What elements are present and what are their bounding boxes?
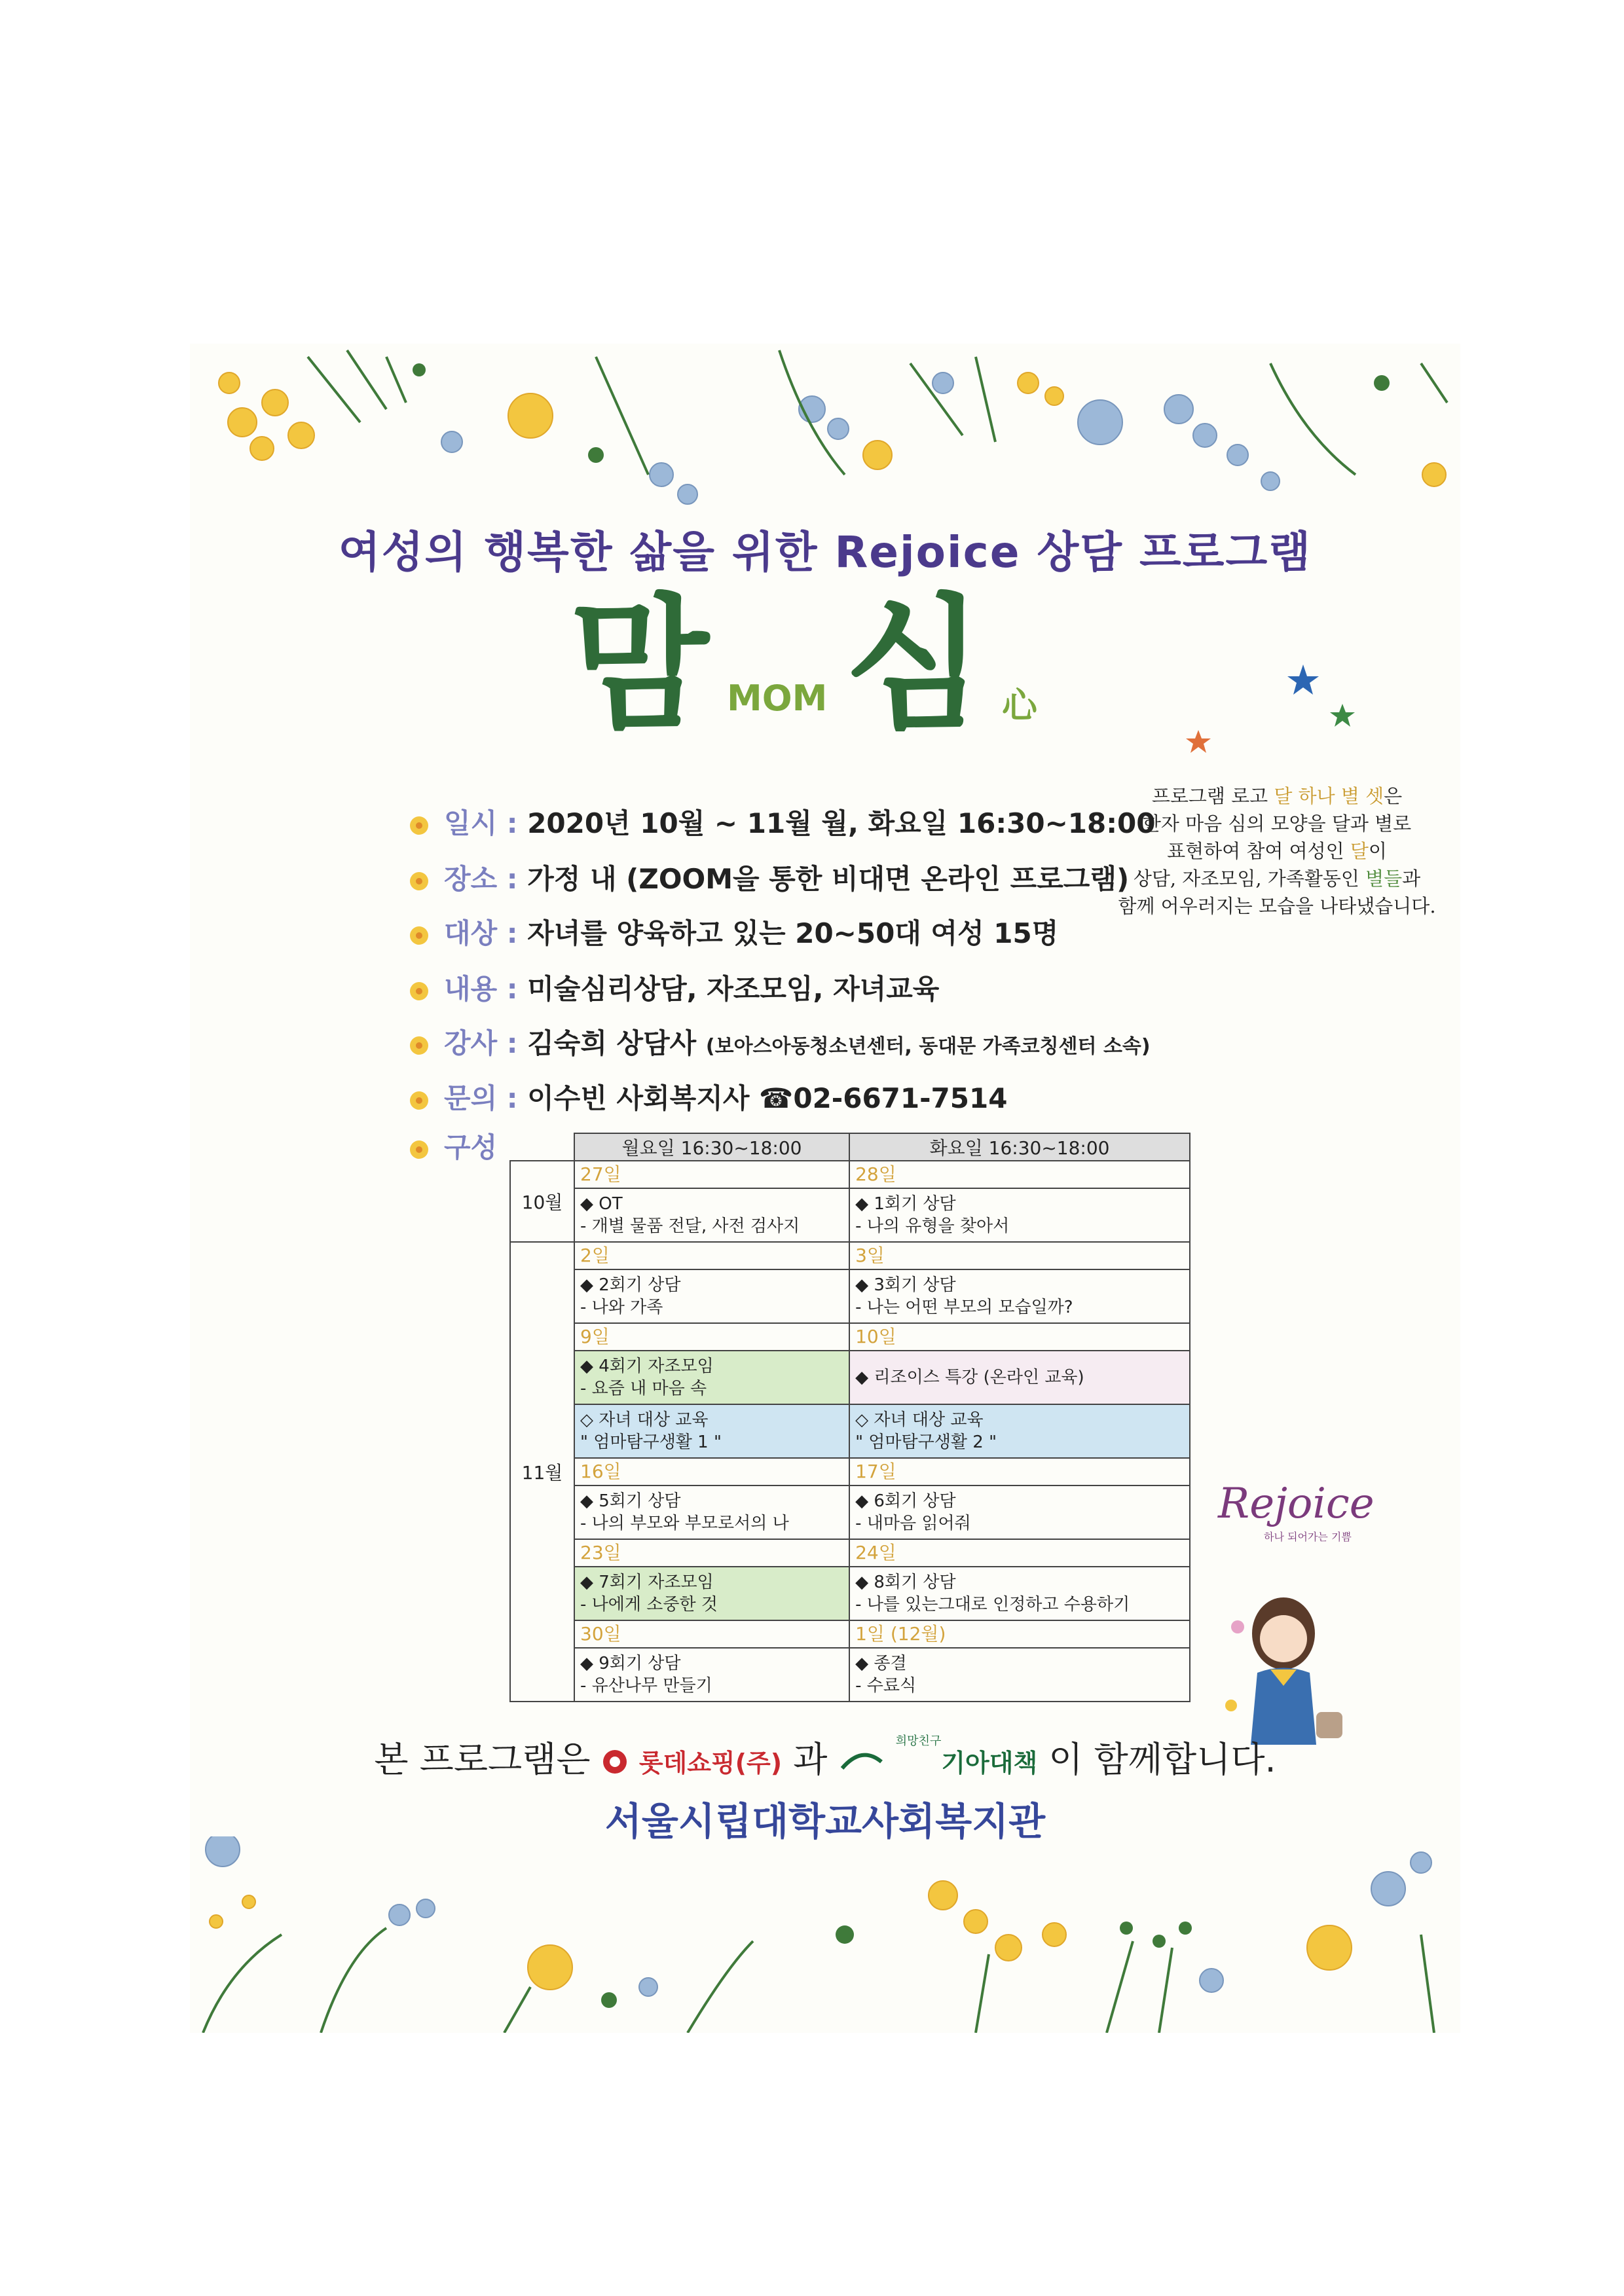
info-row-instructor: 강사 : 김숙희 상담사 (보아스아동청소년센터, 동대문 가족코칭센터 소속) [406,1022,1151,1061]
table-row [510,1648,1190,1702]
event-cell: ◆ 리조이스 특강 (온라인 교육) [849,1351,1190,1404]
program-subtitle: 여성의 행복한 삶을 위한 Rejoice 상담 프로그램 [338,527,1312,577]
flower-bullet-icon [406,1032,432,1059]
date-cell: 17일 [849,1458,1190,1485]
header-monday: 월요일 16:30~18:00 [574,1133,849,1161]
kiac-logo-icon [839,1749,885,1775]
flower-bullet-icon [406,812,432,839]
rejoice-logo-subtext: 하나 되어가는 기쁨 [1264,1531,1352,1543]
schedule-table [509,1133,1190,1702]
event-cell: ◆ 3회기 상담 - 나는 어떤 부모의 모습일까? [849,1269,1190,1323]
lotte-logo-icon [602,1749,628,1775]
info-row-composition: 구성 [406,1126,497,1165]
table-row [510,1404,1190,1458]
date-cell: 3일 [849,1242,1190,1269]
date-cell: 9일 [574,1323,849,1351]
info-row-date: 일시 : 2020년 10월 ~ 11월 월, 화요일 16:30~18:00 [406,802,1155,841]
event-cell: ◆ 4회기 자조모임 - 요즘 내 마음 속 [574,1351,849,1404]
event-cell: ◆ 1회기 상담 - 나의 유형을 찾아서 [849,1188,1190,1242]
flower-bullet-icon [406,978,432,1004]
date-cell: 23일 [574,1539,849,1567]
date-cell: 28일 [849,1161,1190,1188]
poster [190,344,1460,2033]
table-row [510,1539,1190,1567]
logo-mom-text: MOM [727,678,828,719]
flower-bullet-icon [406,1137,432,1163]
event-cell: ◆ 8회기 상담 - 나를 있는그대로 인정하고 수용하기 [849,1567,1190,1620]
flower-bullet-icon [406,868,432,894]
event-cell: ◆ 7회기 자조모임 - 나에게 소중한 것 [574,1567,849,1620]
date-cell: 24일 [849,1539,1190,1567]
logo-sim-hanja: 心 [1002,685,1037,726]
table-row [510,1485,1190,1539]
sponsor-line: 본 프로그램은 롯데쇼핑(주) 과 $^{희망친구}$기아대책 이 함께합니다. [374,1734,1276,1780]
table-row [510,1351,1190,1404]
table-row [510,1242,1190,1269]
flower-bullet-icon [406,922,432,949]
date-cell: 16일 [574,1458,849,1485]
info-row-target: 대상 : 자녀를 양육하고 있는 20~50대 여성 15명 [406,912,1058,951]
table-header-row [510,1133,1190,1161]
info-row-place: 장소 : 가정 내 (ZOOM을 통한 비대면 온라인 프로그램) [406,858,1129,897]
moon-logo-caption: 프로그램 로고 달 하나 별 셋은 한자 마음 심의 모양을 달과 별로 표현하여 참여 여성인 달이 상담, 자조모임, 가족활동인 별들과 함께 어우러지는 모습을 나타냈습니다. [1118,785,1436,917]
month-november: 11월 [510,1242,574,1702]
logo-char-mom: 맘 [570,581,709,748]
event-cell: ◆ 9회기 상담 - 유산나무 만들기 [574,1648,849,1702]
date-cell: 2일 [574,1242,849,1269]
info-row-content: 내용 : 미술심리상담, 자조모임, 자녀교육 [406,968,939,1007]
header-tuesday: 화요일 16:30~18:00 [849,1133,1190,1161]
event-cell: ◇ 자녀 대상 교육 " 엄마탐구생활 2 " [849,1404,1190,1458]
event-cell: ◇ 자녀 대상 교육 " 엄마탐구생활 1 " [574,1404,849,1458]
month-october: 10월 [510,1161,574,1242]
event-cell: ◆ 6회기 상담 - 내마음 읽어줘 [849,1485,1190,1539]
table-row [510,1458,1190,1485]
table-row [510,1188,1190,1242]
info-row-contact: 문의 : 이수빈 사회복지사 ☎02-6671-7514 [406,1077,1007,1116]
date-cell: 10일 [849,1323,1190,1351]
table-row [510,1620,1190,1648]
date-cell: 30일 [574,1620,849,1648]
event-cell: ◆ 5회기 상담 - 나의 부모와 부모로서의 나 [574,1485,849,1539]
floral-decoration-bottom [190,1836,1460,2033]
date-cell: 27일 [574,1161,849,1188]
table-row [510,1269,1190,1323]
organization-name: 서울시립대학교사회복지관 [604,1799,1046,1844]
rejoice-logo: Rejoice [1218,1480,1375,1528]
event-cell: ◆ OT - 개별 물품 전달, 사전 검사지 [574,1188,849,1242]
table-row [510,1323,1190,1351]
woman-illustration-icon [1218,1588,1349,1751]
event-cell: ◆ 종결 - 수료식 [849,1648,1190,1702]
table-corner [510,1133,574,1161]
table-row [510,1161,1190,1188]
table-row [510,1567,1190,1620]
flower-bullet-icon [406,1087,432,1114]
date-cell: 1일 (12월) [849,1620,1190,1648]
logo-char-sim: 심 [845,581,984,748]
event-cell: ◆ 2회기 상담 - 나와 가족 [574,1269,849,1323]
